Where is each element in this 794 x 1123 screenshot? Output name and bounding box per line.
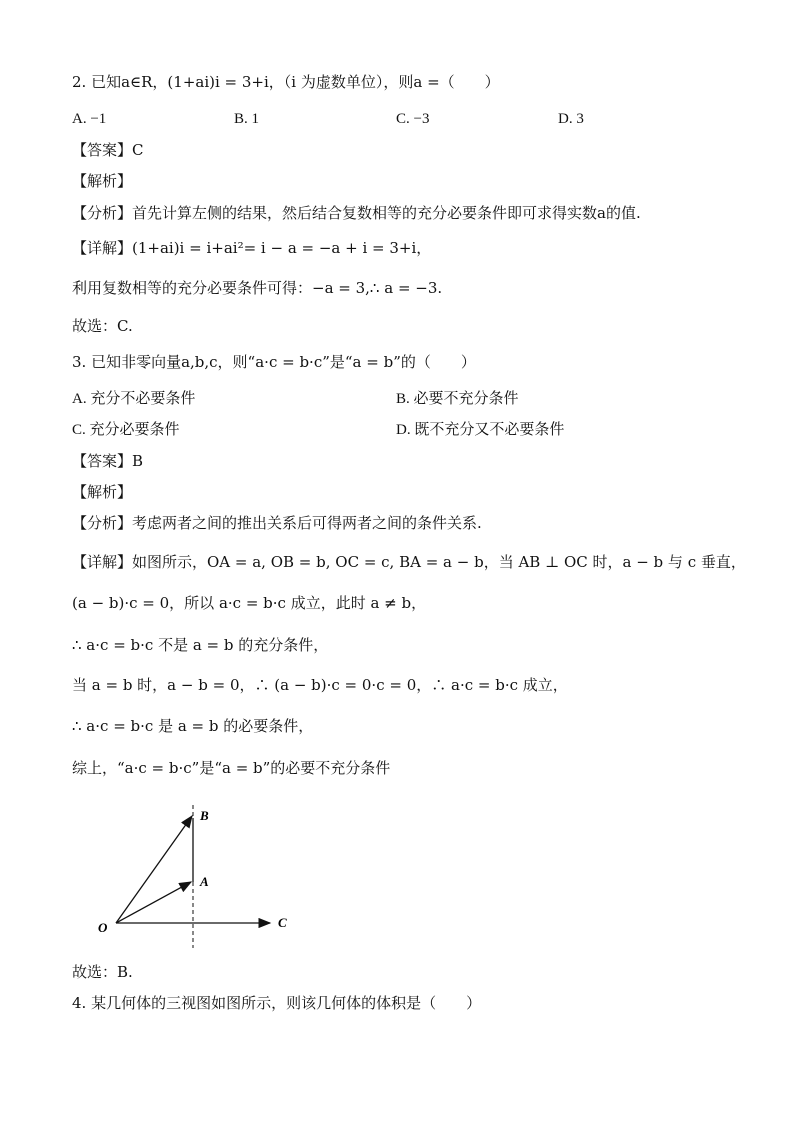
q3-option-a: A. 充分不必要条件 (72, 391, 196, 407)
label-a: A (200, 874, 209, 889)
q3-line-1: (a − b)·c = 0，所以 a·c = b·c 成立，此时 a ≠ b， (72, 594, 427, 612)
q3-line-2: ∴ a·c = b·c 不是 a = b 的充分条件， (72, 636, 329, 654)
q2-option-a: A. −1 (72, 111, 107, 127)
q3-xiangjie: 【详解】如图所示，OA = a, OB = b, OC = c, BA = a − b，当 AB ⊥ OC 时，a − b 与 c 垂直， (72, 553, 746, 571)
label-c: C (278, 915, 287, 930)
q2-analysis-tag: 【解析】 (72, 172, 133, 190)
q3-line-5: 综上，“a·c = b·c”是“a = b”的必要不充分条件 (72, 759, 391, 777)
q2-xiangjie: 【详解】(1+ai)i = i+ai²= i − a = −a + i = 3+i， (72, 239, 432, 257)
vector-oa (116, 882, 191, 923)
q3-option-d: D. 既不充分又不必要条件 (396, 422, 565, 438)
q3-analysis-tag: 【解析】 (72, 483, 133, 501)
q2-option-c: C. −3 (396, 111, 430, 127)
q3-line-4: ∴ a·c = b·c 是 a = b 的必要条件， (72, 717, 314, 735)
q2-option-d: D. 3 (558, 111, 584, 127)
q2-derivation: 利用复数相等的充分必要条件可得：−a = 3,∴ a = −3. (72, 279, 443, 297)
label-o: O (98, 920, 108, 935)
q3-line-3: 当 a = b 时，a − b = 0，∴ (a − b)·c = 0·c = 0，∴ a·c = b·c 成立， (72, 676, 568, 694)
q2-answer: 【答案】C (72, 141, 144, 159)
q3-choose: 故选：B. (72, 963, 133, 981)
q2-choose: 故选：C. (72, 317, 133, 335)
q2-stem: 2. 已知a∈R，(1+ai)i = 3+i，（i 为虚数单位），则a =（ ） (72, 73, 500, 91)
q3-stem: 3. 已知非零向量a,b,c，则“a·c = b·c”是“a = b”的（ ） (72, 353, 476, 371)
q3-fenxi: 【分析】考虑两者之间的推出关系后可得两者之间的条件关系. (72, 514, 482, 532)
label-b: B (200, 808, 209, 823)
q4-stem: 4. 某几何体的三视图如图所示，则该几何体的体积是（ ） (72, 994, 482, 1012)
q3-answer: 【答案】B (72, 452, 144, 470)
vector-diagram (90, 800, 310, 950)
q2-option-b: B. 1 (234, 111, 260, 127)
q2-fenxi: 【分析】首先计算左侧的结果，然后结合复数相等的充分必要条件即可求得实数a的值. (72, 204, 641, 222)
q3-option-c: C. 充分必要条件 (72, 422, 180, 438)
q3-option-b: B. 必要不充分条件 (396, 391, 519, 407)
vector-ob (116, 816, 192, 923)
